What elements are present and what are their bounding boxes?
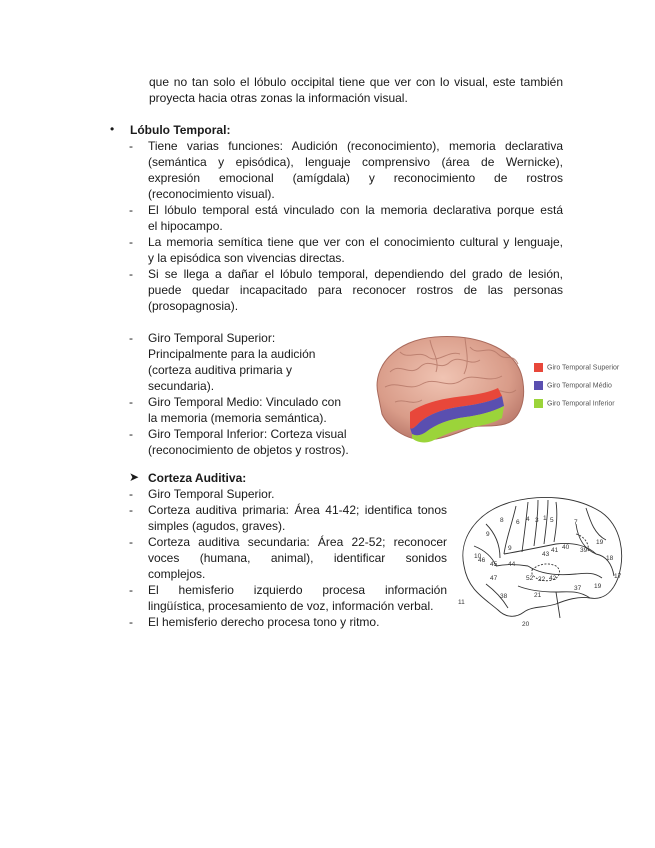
legend-swatch xyxy=(534,381,543,390)
legend-swatch xyxy=(534,399,543,408)
text-line: (prosopagnosia). xyxy=(148,299,239,313)
svg-text:1: 1 xyxy=(543,515,547,522)
dash: - xyxy=(129,331,133,345)
text-line: (semántica y episódica), lenguaje comprensivo (área de Wernicke), xyxy=(148,155,563,169)
text-line: (reconocimiento visual). xyxy=(148,187,275,201)
svg-text:5: 5 xyxy=(550,517,554,524)
legend-item-superior xyxy=(534,363,619,372)
text-line: Si se llega a dañar el lóbulo temporal, dependiendo del grado de lesión, xyxy=(148,267,563,281)
legend-label: Giro Temporal Superior xyxy=(547,364,620,372)
brodmann-areas-diagram xyxy=(456,494,628,630)
legend-label: Giro Temporal Médio xyxy=(547,382,612,390)
text-line: secundaria). xyxy=(148,379,215,393)
text-line: Tiene varias funciones: Audición (reconocimiento), memoria declarativa xyxy=(148,139,563,153)
dash: - xyxy=(129,267,133,281)
svg-text:52: 52 xyxy=(526,575,534,582)
svg-text:41: 41 xyxy=(551,547,559,554)
text-line: Giro Temporal Superior: xyxy=(148,331,276,345)
svg-text:37: 37 xyxy=(574,585,582,592)
svg-text:47: 47 xyxy=(490,575,498,582)
svg-text:39: 39 xyxy=(580,547,588,554)
bullet: • xyxy=(110,122,115,136)
dash: - xyxy=(129,235,133,249)
svg-text:44: 44 xyxy=(508,561,516,568)
text-line: Principalmente para la audición xyxy=(148,347,316,361)
text-line: complejos. xyxy=(148,567,206,581)
svg-text:17: 17 xyxy=(614,573,622,580)
svg-text:4: 4 xyxy=(526,516,530,523)
svg-text:19: 19 xyxy=(594,583,602,590)
text-line: y la episódica son vivencias directas. xyxy=(148,251,345,265)
text-line: Giro Temporal Superior. xyxy=(148,487,275,501)
svg-text:9: 9 xyxy=(508,545,512,552)
text-line: El hemisferio derecho procesa tono y ritmo. xyxy=(148,615,380,629)
arrow-bullet: ➤ xyxy=(129,470,140,484)
dash: - xyxy=(129,395,133,409)
svg-text:42: 42 xyxy=(549,575,557,582)
svg-text:43: 43 xyxy=(542,551,550,558)
text-line: puede quedar incapacitado para reconocer rostros de las personas xyxy=(148,283,563,297)
dash: - xyxy=(129,487,133,501)
legend-item-medio xyxy=(534,381,612,390)
svg-text:38: 38 xyxy=(500,593,508,600)
dash: - xyxy=(129,203,133,217)
text-line: simples (agudos, graves). xyxy=(148,519,286,533)
svg-text:6: 6 xyxy=(516,519,520,526)
text-line: (corteza auditiva primaria y xyxy=(148,363,293,377)
svg-text:10: 10 xyxy=(474,553,482,560)
svg-text:20: 20 xyxy=(522,621,530,628)
dash: - xyxy=(129,583,133,597)
svg-text:11: 11 xyxy=(458,599,465,606)
svg-text:9: 9 xyxy=(486,531,490,538)
dash: - xyxy=(129,615,133,629)
intro-line-1: que no tan solo el lóbulo occipital tiene que ver con lo visual, este también xyxy=(149,75,563,89)
text-line: la memoria (memoria semántica). xyxy=(148,411,327,425)
svg-text:21: 21 xyxy=(534,592,542,599)
legend-item-inferior xyxy=(534,399,615,408)
text-line: Corteza auditiva secundaria: Área 22-52; reconocer xyxy=(148,535,447,549)
svg-text:8: 8 xyxy=(500,517,504,524)
text-line: Corteza auditiva primaria: Área 41-42; identifica tonos xyxy=(148,503,447,517)
dash: - xyxy=(129,139,133,153)
text-line: El hemisferio izquierdo procesa información xyxy=(148,583,447,597)
svg-text:3: 3 xyxy=(535,517,539,524)
section-heading-temporal: Lóbulo Temporal: xyxy=(130,123,231,137)
text-line: (reconocimiento de objetos y rostros). xyxy=(148,443,349,457)
text-line: Giro Temporal Inferior: Corteza visual xyxy=(148,427,347,441)
text-line: Giro Temporal Medio: Vinculado con xyxy=(148,395,341,409)
svg-text:19: 19 xyxy=(596,539,604,546)
svg-text:46: 46 xyxy=(478,557,486,564)
text-line: El lóbulo temporal está vinculado con la memoria declarativa porque está xyxy=(148,203,563,217)
text-line: el hipocampo. xyxy=(148,219,223,233)
text-line: voces (humana, animal), identificar sonidos xyxy=(148,551,447,565)
text-line: lingüística, procesamiento de voz, información verbal. xyxy=(148,599,434,613)
text-line: expresión emocional (amígdala) y reconocimiento de rostros xyxy=(148,171,563,185)
section-heading-corteza: Corteza Auditiva: xyxy=(148,471,247,485)
intro-line-2: proyecta hacia otras zonas la información visual. xyxy=(149,91,408,105)
svg-text:18: 18 xyxy=(606,555,614,562)
legend-swatch xyxy=(534,363,543,372)
brain-temporal-gyri-image xyxy=(370,332,530,447)
legend-label: Giro Temporal Inferior xyxy=(547,400,615,408)
svg-text:45: 45 xyxy=(490,561,498,568)
svg-text:22: 22 xyxy=(538,576,546,583)
text-line: La memoria semítica tiene que ver con el conocimiento cultural y lenguaje, xyxy=(148,235,563,249)
dash: - xyxy=(129,535,133,549)
svg-text:7: 7 xyxy=(574,519,578,526)
svg-text:40: 40 xyxy=(562,544,570,551)
dash: - xyxy=(129,503,133,517)
dash: - xyxy=(129,427,133,441)
